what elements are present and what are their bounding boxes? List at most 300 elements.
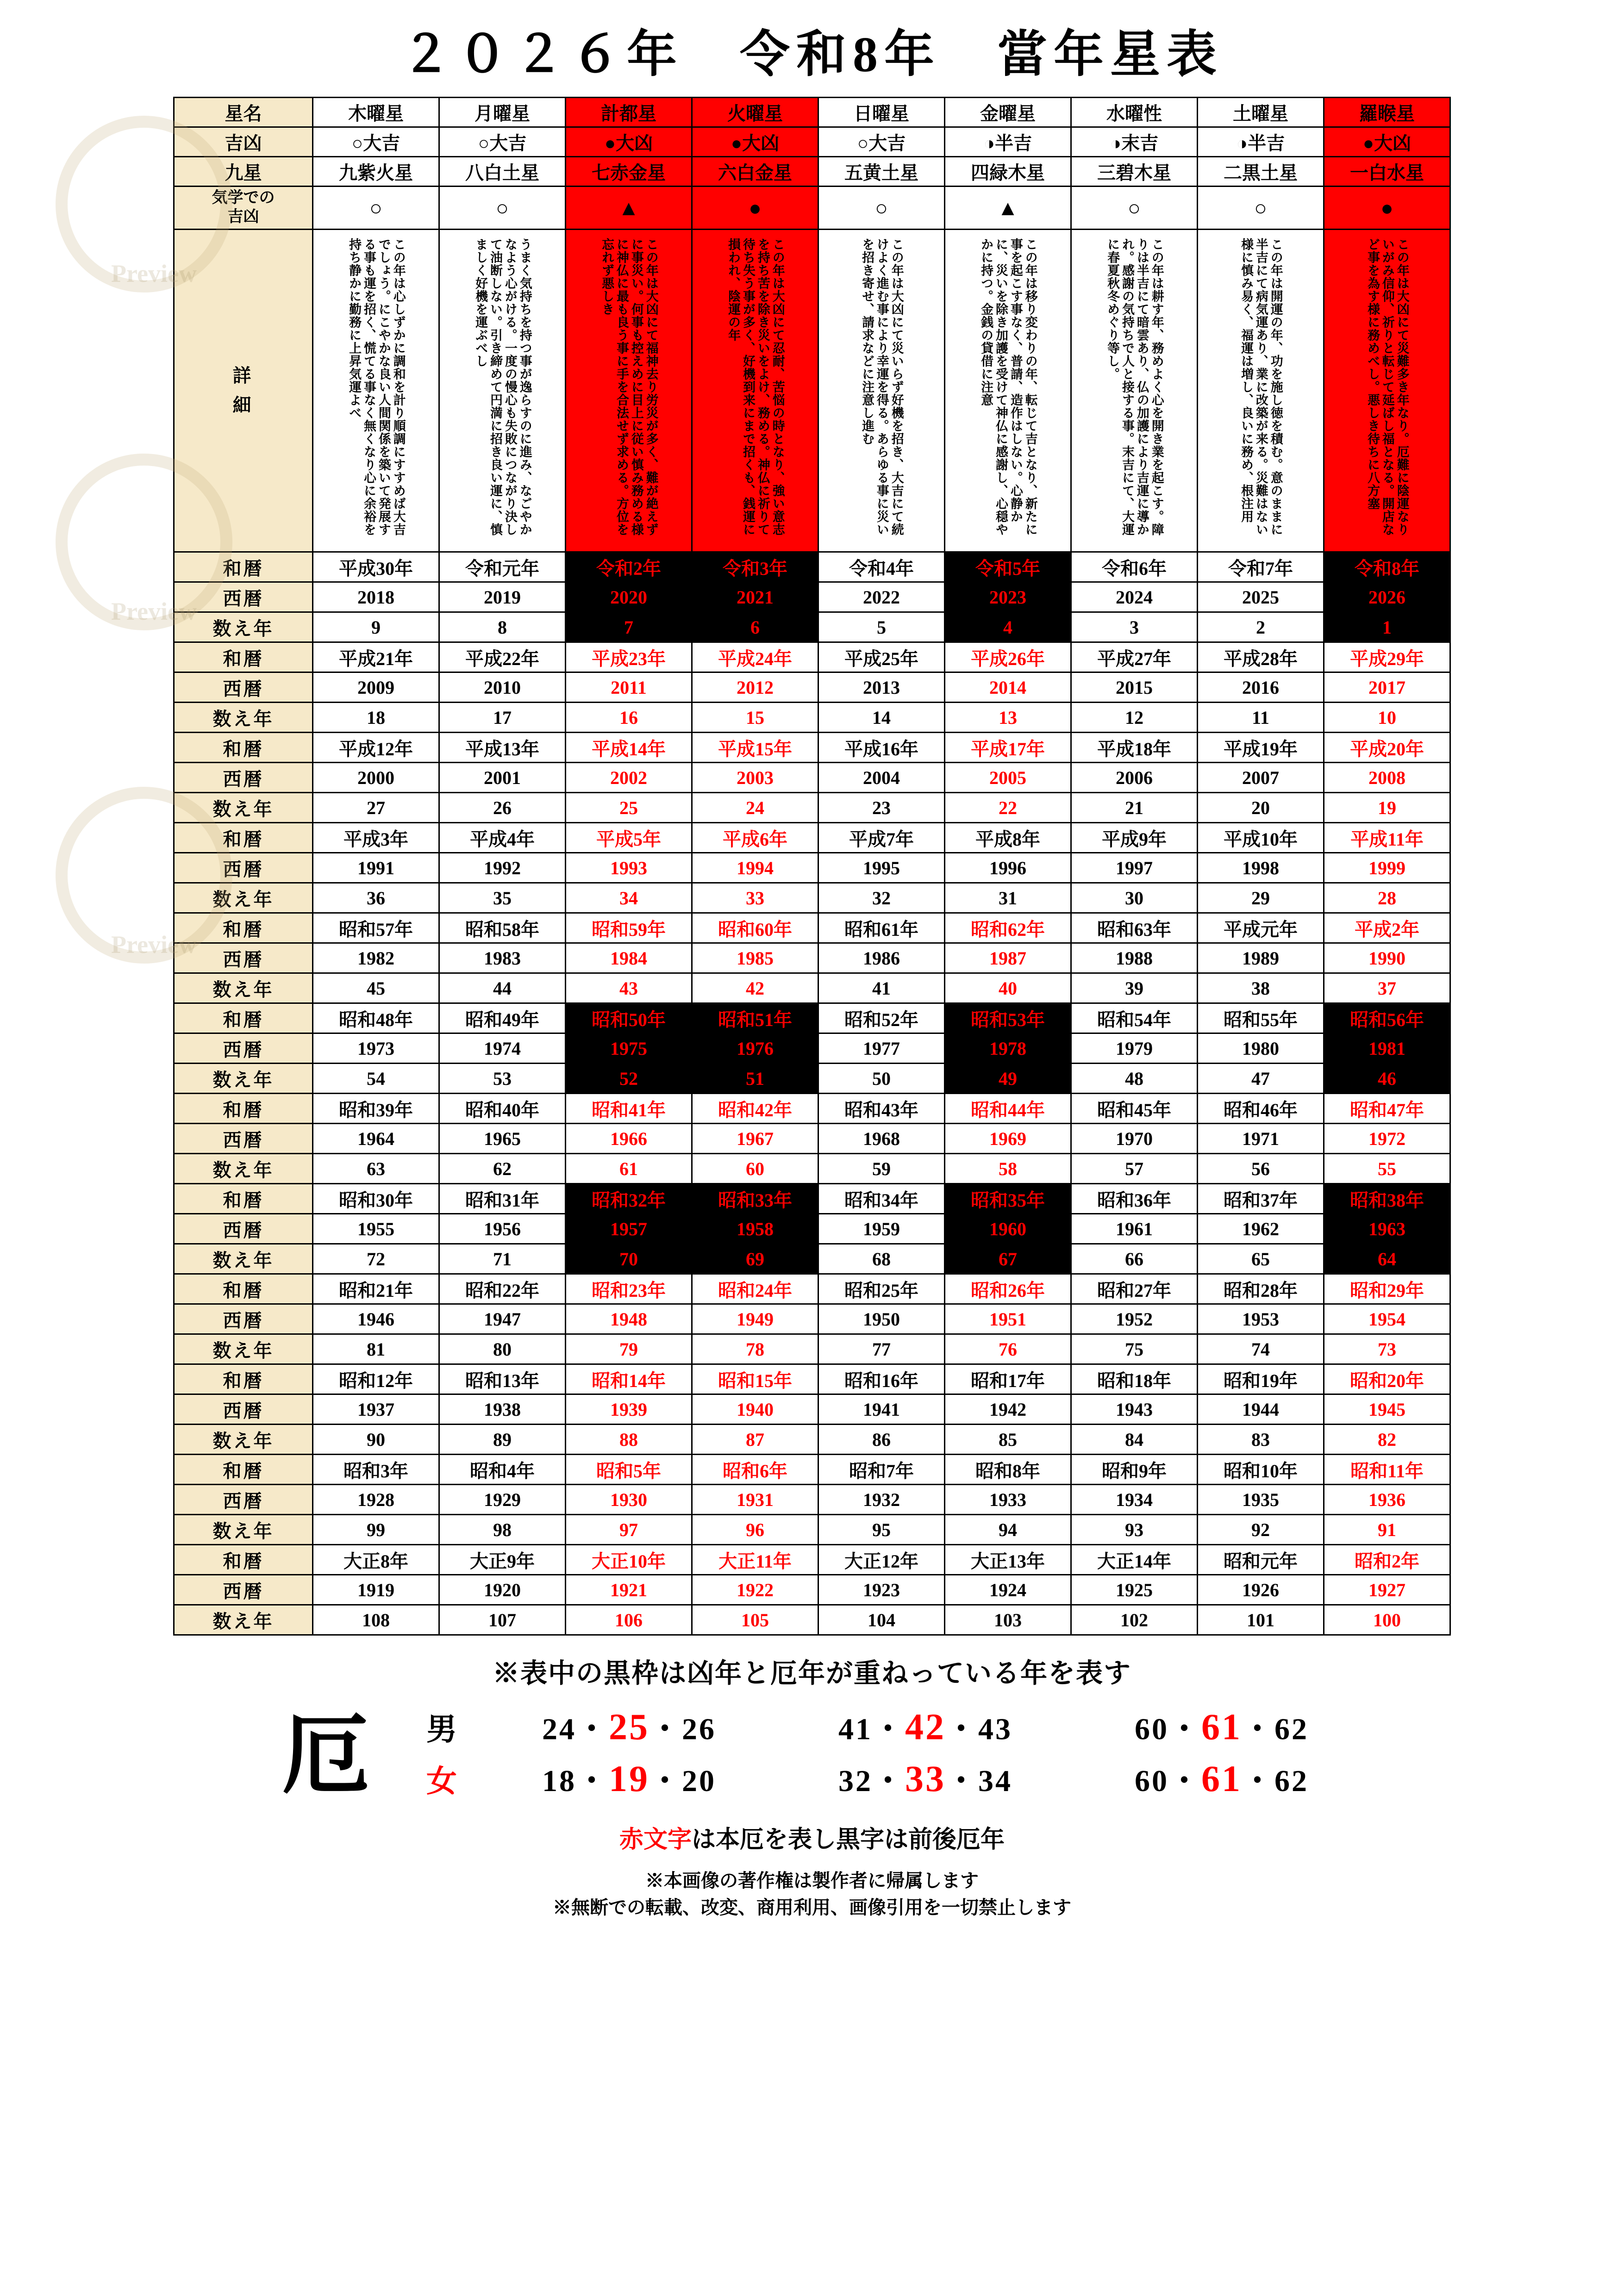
kyusei-cell: 六白金星 [692,157,818,187]
seireki-cell: 1976 [692,1033,818,1064]
table-row-wareki [174,1274,1450,1304]
kyusei-cell: 五黄土星 [818,157,945,187]
wareki-cell: 昭和60年 [692,913,818,943]
kazoe-cell: 83 [1198,1425,1324,1455]
row-label-wareki: 和暦 [174,823,313,853]
watermark-text: Preview [111,260,197,287]
star-name-cell: 火曜星 [692,98,818,127]
wareki-cell: 昭和53年 [945,1003,1071,1033]
yaku-female-group-0: 18・19・20 [542,1759,716,1799]
yaku-row-female [402,1756,1370,1800]
kazoe-cell: 27 [313,793,439,823]
kazoe-cell: 47 [1198,1064,1324,1094]
wareki-cell: 昭和39年 [313,1094,439,1124]
table-row-detail [174,230,1450,552]
kazoe-cell: 102 [1071,1605,1198,1635]
kazoe-cell: 54 [313,1064,439,1094]
kazoe-cell: 58 [945,1154,1071,1184]
kazoe-cell: 24 [692,793,818,823]
kazoe-cell: 93 [1071,1515,1198,1545]
seireki-cell: 1947 [439,1304,566,1334]
seireki-cell: 2010 [439,672,566,703]
kazoe-cell: 85 [945,1425,1071,1455]
kazoe-cell: 37 [1324,973,1450,1003]
wareki-cell: 大正14年 [1071,1545,1198,1575]
wareki-cell: 平成8年 [945,823,1071,853]
kazoe-cell: 65 [1198,1244,1324,1274]
wareki-cell: 大正13年 [945,1545,1071,1575]
kazoe-cell: 73 [1324,1334,1450,1364]
seireki-cell: 1959 [818,1214,945,1244]
seireki-cell: 1963 [1324,1214,1450,1244]
wareki-cell: 昭和36年 [1071,1184,1198,1214]
kigaku-cell: ● [692,187,818,230]
detail-cell [439,230,566,552]
wareki-cell: 昭和34年 [818,1184,945,1214]
row-label-kazoe: 数え年 [174,1425,313,1455]
kazoe-cell: 11 [1198,703,1324,733]
seireki-cell: 1997 [1071,853,1198,883]
seireki-cell: 1961 [1071,1214,1198,1244]
wareki-cell: 平成16年 [818,733,945,763]
seireki-cell: 1962 [1198,1214,1324,1244]
legend-note [0,1820,1624,1854]
seireki-cell: 2004 [818,763,945,793]
row-label-seireki: 西暦 [174,1124,313,1154]
kazoe-cell: 96 [692,1515,818,1545]
kazoe-cell: 106 [566,1605,692,1635]
kazoe-cell: 38 [1198,973,1324,1003]
kazoe-cell: 78 [692,1334,818,1364]
yaku-female-label: 女 [426,1764,457,1798]
table-row-kazoe [174,1515,1450,1545]
kyusei-cell: 七赤金星 [566,157,692,187]
fortune-cell: ○大吉 [818,127,945,157]
seireki-cell: 1934 [1071,1485,1198,1515]
table-row-wareki [174,913,1450,943]
detail-text: この年は大凶にて福神去り労災が多く、難が絶えずに事災い。何事も控えめに目上に従い慎み務める様に神仏に最も良う事に手を合法せず求める。方位を忘れず悪しき [600,238,658,536]
kazoe-cell: 17 [439,703,566,733]
wareki-cell: 昭和6年 [692,1455,818,1485]
kazoe-cell: 88 [566,1425,692,1455]
kazoe-cell: 34 [566,883,692,913]
wareki-cell: 昭和61年 [818,913,945,943]
kazoe-cell: 92 [1198,1515,1324,1545]
wareki-cell: 令和2年 [566,552,692,582]
table-row-seireki [174,1394,1450,1425]
wareki-cell: 昭和13年 [439,1364,566,1394]
table-row-kazoe [174,1154,1450,1184]
wareki-cell: 昭和22年 [439,1274,566,1304]
row-label-kazoe: 数え年 [174,793,313,823]
seireki-cell: 1972 [1324,1124,1450,1154]
copyright-line-1: ※本画像の著作権は製作者に帰属します [645,1870,979,1891]
seireki-cell: 1941 [818,1394,945,1425]
table-row-wareki [174,1545,1450,1575]
yaku-male-label: 男 [426,1712,457,1747]
kazoe-cell: 101 [1198,1605,1324,1635]
black-frame-note: ※表中の黒枠は凶年と厄年が重ねっている年を表す [492,1658,1131,1688]
table-row-seireki [174,943,1450,973]
seireki-cell: 1982 [313,943,439,973]
wareki-cell: 昭和29年 [1324,1274,1450,1304]
table-row-seireki [174,763,1450,793]
row-label-detail: 詳 細 [174,230,313,552]
yaku-female-2-before: 60 [1135,1764,1169,1798]
table-row-kazoe [174,703,1450,733]
kazoe-cell: 80 [439,1334,566,1364]
detail-cell [945,230,1071,552]
star-table-wrapper [173,97,1451,1636]
kazoe-cell: 48 [1071,1064,1198,1094]
wareki-cell: 昭和45年 [1071,1094,1198,1124]
row-label-fortune: 吉凶 [174,127,313,157]
kazoe-cell: 32 [818,883,945,913]
copyright-line-2: ※無断での転載、改変、商用利用、画像引用を一切禁止します [553,1897,1071,1918]
yaku-male-1-main: 42 [905,1707,946,1748]
wareki-cell: 平成15年 [692,733,818,763]
kazoe-cell: 60 [692,1154,818,1184]
seireki-cell: 1970 [1071,1124,1198,1154]
seireki-cell: 2012 [692,672,818,703]
detail-cell [692,230,818,552]
kazoe-cell: 1 [1324,612,1450,642]
table-row-wareki [174,1184,1450,1214]
wareki-cell: 昭和24年 [692,1274,818,1304]
star-name-cell: 水曜性 [1071,98,1198,127]
fortune-cell: ◑半吉 [1198,127,1324,157]
kazoe-cell: 33 [692,883,818,913]
kazoe-cell: 107 [439,1605,566,1635]
yaku-male-0-before: 24 [542,1712,576,1746]
wareki-cell: 昭和28年 [1198,1274,1324,1304]
watermark-text: Preview [111,931,197,958]
row-label-kazoe: 数え年 [174,1605,313,1635]
table-row-kazoe [174,973,1450,1003]
seireki-cell: 1977 [818,1033,945,1064]
kazoe-cell: 95 [818,1515,945,1545]
legend-rest: は本厄を表し黒字は前後厄年 [692,1827,1005,1853]
row-label-kazoe: 数え年 [174,612,313,642]
seireki-cell: 1919 [313,1575,439,1605]
table-row-seireki [174,1304,1450,1334]
table-row-wareki [174,823,1450,853]
kazoe-cell: 69 [692,1244,818,1274]
table-row-wareki [174,642,1450,672]
wareki-cell: 大正12年 [818,1545,945,1575]
wareki-cell: 昭和50年 [566,1003,692,1033]
row-label-seireki: 西暦 [174,1485,313,1515]
kazoe-cell: 46 [1324,1064,1450,1094]
seireki-cell: 1998 [1198,853,1324,883]
seireki-cell: 1988 [1071,943,1198,973]
seireki-cell: 2001 [439,763,566,793]
wareki-cell: 昭和38年 [1324,1184,1450,1214]
yaku-male-group-1: 41・42・43 [838,1707,1012,1748]
row-label-seireki: 西暦 [174,582,313,612]
wareki-cell: 平成12年 [313,733,439,763]
kazoe-cell: 10 [1324,703,1450,733]
kazoe-cell: 90 [313,1425,439,1455]
detail-cell [1071,230,1198,552]
kazoe-cell: 61 [566,1154,692,1184]
row-label-wareki: 和暦 [174,1274,313,1304]
wareki-cell: 令和元年 [439,552,566,582]
kazoe-cell: 16 [566,703,692,733]
seireki-cell: 1924 [945,1575,1071,1605]
seireki-cell: 1975 [566,1033,692,1064]
wareki-cell: 平成17年 [945,733,1071,763]
wareki-cell: 昭和51年 [692,1003,818,1033]
wareki-cell: 昭和40年 [439,1094,566,1124]
table-row-wareki [174,1455,1450,1485]
yaku-male-2-before: 60 [1135,1712,1169,1746]
seireki-cell: 1985 [692,943,818,973]
wareki-cell: 昭和33年 [692,1184,818,1214]
wareki-cell: 昭和17年 [945,1364,1071,1394]
kazoe-cell: 63 [313,1154,439,1184]
kazoe-cell: 45 [313,973,439,1003]
yaku-female-0-before: 18 [542,1764,576,1798]
table-row-star-names [174,98,1450,127]
seireki-cell: 1935 [1198,1485,1324,1515]
yaku-rows [402,1704,1370,1808]
detail-text: この年は大凶にて災難多き年なり。厄難に陰運なりいがみ信仰、祈りと転じて延ばし福となる。開店など事を為す様に務めべし。悪しき待ちに八方塞 [1366,238,1409,536]
row-label-kigaku: 気学での 吉凶 [174,187,313,230]
kazoe-cell: 15 [692,703,818,733]
wareki-cell: 令和6年 [1071,552,1198,582]
table-row-kazoe [174,1605,1450,1635]
wareki-cell: 平成11年 [1324,823,1450,853]
seireki-cell: 2011 [566,672,692,703]
row-label-wareki: 和暦 [174,1094,313,1124]
yaku-kanji: 厄 [281,1707,370,1804]
yaku-section [0,1704,1624,1808]
wareki-cell: 令和4年 [818,552,945,582]
seireki-cell: 2007 [1198,763,1324,793]
wareki-cell: 昭和18年 [1071,1364,1198,1394]
kazoe-cell: 62 [439,1154,566,1184]
yaku-male-group-0: 24・25・26 [542,1707,716,1748]
star-name-cell: 土曜星 [1198,98,1324,127]
seireki-cell: 1964 [313,1124,439,1154]
seireki-cell: 1940 [692,1394,818,1425]
seireki-cell: 1952 [1071,1304,1198,1334]
yaku-male-0-after: 26 [682,1712,716,1746]
seireki-cell: 1958 [692,1214,818,1244]
detail-cell [566,230,692,552]
wareki-cell: 昭和15年 [692,1364,818,1394]
kazoe-cell: 98 [439,1515,566,1545]
table-row-seireki [174,1033,1450,1064]
row-label-wareki: 和暦 [174,1003,313,1033]
wareki-cell: 平成14年 [566,733,692,763]
kazoe-cell: 79 [566,1334,692,1364]
row-label-wareki: 和暦 [174,733,313,763]
kazoe-cell: 40 [945,973,1071,1003]
seireki-cell: 1953 [1198,1304,1324,1334]
seireki-cell: 1981 [1324,1033,1450,1064]
kazoe-cell: 104 [818,1605,945,1635]
star-name-cell: 計都星 [566,98,692,127]
kazoe-cell: 68 [818,1244,945,1274]
watermark-text: Preview [111,597,197,625]
kazoe-cell: 51 [692,1064,818,1094]
seireki-cell: 1954 [1324,1304,1450,1334]
seireki-cell: 1943 [1071,1394,1198,1425]
kazoe-cell: 71 [439,1244,566,1274]
kigaku-cell: ○ [439,187,566,230]
kazoe-cell: 100 [1324,1605,1450,1635]
row-label-seireki: 西暦 [174,1033,313,1064]
row-label-wareki: 和暦 [174,1184,313,1214]
seireki-cell: 2014 [945,672,1071,703]
wareki-cell: 昭和元年 [1198,1545,1324,1575]
table-row-kazoe [174,883,1450,913]
kazoe-cell: 29 [1198,883,1324,913]
wareki-cell: 昭和47年 [1324,1094,1450,1124]
table-row-seireki [174,1214,1450,1244]
wareki-cell: 大正9年 [439,1545,566,1575]
seireki-cell: 2013 [818,672,945,703]
kazoe-cell: 36 [313,883,439,913]
kazoe-cell: 13 [945,703,1071,733]
seireki-cell: 1971 [1198,1124,1324,1154]
fortune-cell: ◑末吉 [1071,127,1198,157]
kazoe-cell: 7 [566,612,692,642]
wareki-cell: 平成7年 [818,823,945,853]
wareki-cell: 平成25年 [818,642,945,672]
seireki-cell: 2023 [945,582,1071,612]
seireki-cell: 2000 [313,763,439,793]
kigaku-cell: ○ [1198,187,1324,230]
seireki-cell: 2024 [1071,582,1198,612]
seireki-cell: 1966 [566,1124,692,1154]
wareki-cell: 昭和10年 [1198,1455,1324,1485]
row-label-seireki: 西暦 [174,763,313,793]
wareki-cell: 昭和58年 [439,913,566,943]
kyusei-cell: 三碧木星 [1071,157,1198,187]
table-row-seireki [174,1485,1450,1515]
wareki-cell: 平成13年 [439,733,566,763]
seireki-cell: 1928 [313,1485,439,1515]
seireki-cell: 1960 [945,1214,1071,1244]
wareki-cell: 昭和56年 [1324,1003,1450,1033]
kazoe-cell: 50 [818,1064,945,1094]
yaku-female-2-after: 62 [1274,1764,1309,1798]
table-row-kazoe [174,1064,1450,1094]
seireki-cell: 1969 [945,1124,1071,1154]
wareki-cell: 昭和62年 [945,913,1071,943]
wareki-cell: 昭和14年 [566,1364,692,1394]
seireki-cell: 1951 [945,1304,1071,1334]
kazoe-cell: 81 [313,1334,439,1364]
kazoe-cell: 77 [818,1334,945,1364]
wareki-cell: 昭和5年 [566,1455,692,1485]
detail-cell [1198,230,1324,552]
seireki-cell: 2020 [566,582,692,612]
kazoe-cell: 52 [566,1064,692,1094]
kazoe-cell: 30 [1071,883,1198,913]
table-row-seireki [174,1575,1450,1605]
row-label-seireki: 西暦 [174,1575,313,1605]
star-name-cell: 月曜星 [439,98,566,127]
seireki-cell: 1923 [818,1575,945,1605]
wareki-cell: 昭和54年 [1071,1003,1198,1033]
wareki-cell: 昭和52年 [818,1003,945,1033]
kazoe-cell: 39 [1071,973,1198,1003]
seireki-cell: 2009 [313,672,439,703]
yaku-row-male [402,1704,1370,1748]
wareki-cell: 令和7年 [1198,552,1324,582]
kazoe-cell: 3 [1071,612,1198,642]
wareki-cell: 昭和43年 [818,1094,945,1124]
seireki-cell: 1984 [566,943,692,973]
table-row-wareki [174,552,1450,582]
table-row-seireki [174,672,1450,703]
kazoe-cell: 14 [818,703,945,733]
wareki-cell: 昭和21年 [313,1274,439,1304]
yaku-male-1-before: 41 [838,1712,873,1746]
seireki-cell: 2016 [1198,672,1324,703]
table-row-kazoe [174,1244,1450,1274]
wareki-cell: 平成9年 [1071,823,1198,853]
kazoe-cell: 105 [692,1605,818,1635]
kyusei-cell: 二黒土星 [1198,157,1324,187]
seireki-cell: 1965 [439,1124,566,1154]
seireki-cell: 2017 [1324,672,1450,703]
fortune-cell: ○大吉 [313,127,439,157]
kazoe-cell: 26 [439,793,566,823]
fortune-cell: ●大凶 [1324,127,1450,157]
row-label-wareki: 和暦 [174,1545,313,1575]
row-label-kazoe: 数え年 [174,1244,313,1274]
seireki-cell: 1968 [818,1124,945,1154]
kyusei-cell: 九紫火星 [313,157,439,187]
wareki-cell: 昭和27年 [1071,1274,1198,1304]
kigaku-cell: ○ [1071,187,1198,230]
wareki-cell: 昭和20年 [1324,1364,1450,1394]
wareki-cell: 昭和2年 [1324,1545,1450,1575]
detail-cell [313,230,439,552]
seireki-cell: 2002 [566,763,692,793]
row-label-kazoe: 数え年 [174,1064,313,1094]
row-label-kazoe: 数え年 [174,973,313,1003]
row-label-kazoe: 数え年 [174,1515,313,1545]
seireki-cell: 1995 [818,853,945,883]
table-row-kazoe [174,793,1450,823]
kazoe-cell: 44 [439,973,566,1003]
fortune-cell: ○大吉 [439,127,566,157]
seireki-cell: 1986 [818,943,945,973]
wareki-cell: 昭和19年 [1198,1364,1324,1394]
kazoe-cell: 19 [1324,793,1450,823]
fortune-cell: ●大凶 [692,127,818,157]
wareki-cell: 令和8年 [1324,552,1450,582]
seireki-cell: 1930 [566,1485,692,1515]
row-label-seireki: 西暦 [174,1394,313,1425]
kazoe-cell: 31 [945,883,1071,913]
kazoe-cell: 5 [818,612,945,642]
wareki-cell: 昭和26年 [945,1274,1071,1304]
kazoe-cell: 8 [439,612,566,642]
wareki-cell: 令和3年 [692,552,818,582]
kazoe-cell: 43 [566,973,692,1003]
kazoe-cell: 86 [818,1425,945,1455]
kyusei-cell: 八白土星 [439,157,566,187]
wareki-cell: 令和5年 [945,552,1071,582]
kazoe-cell: 53 [439,1064,566,1094]
